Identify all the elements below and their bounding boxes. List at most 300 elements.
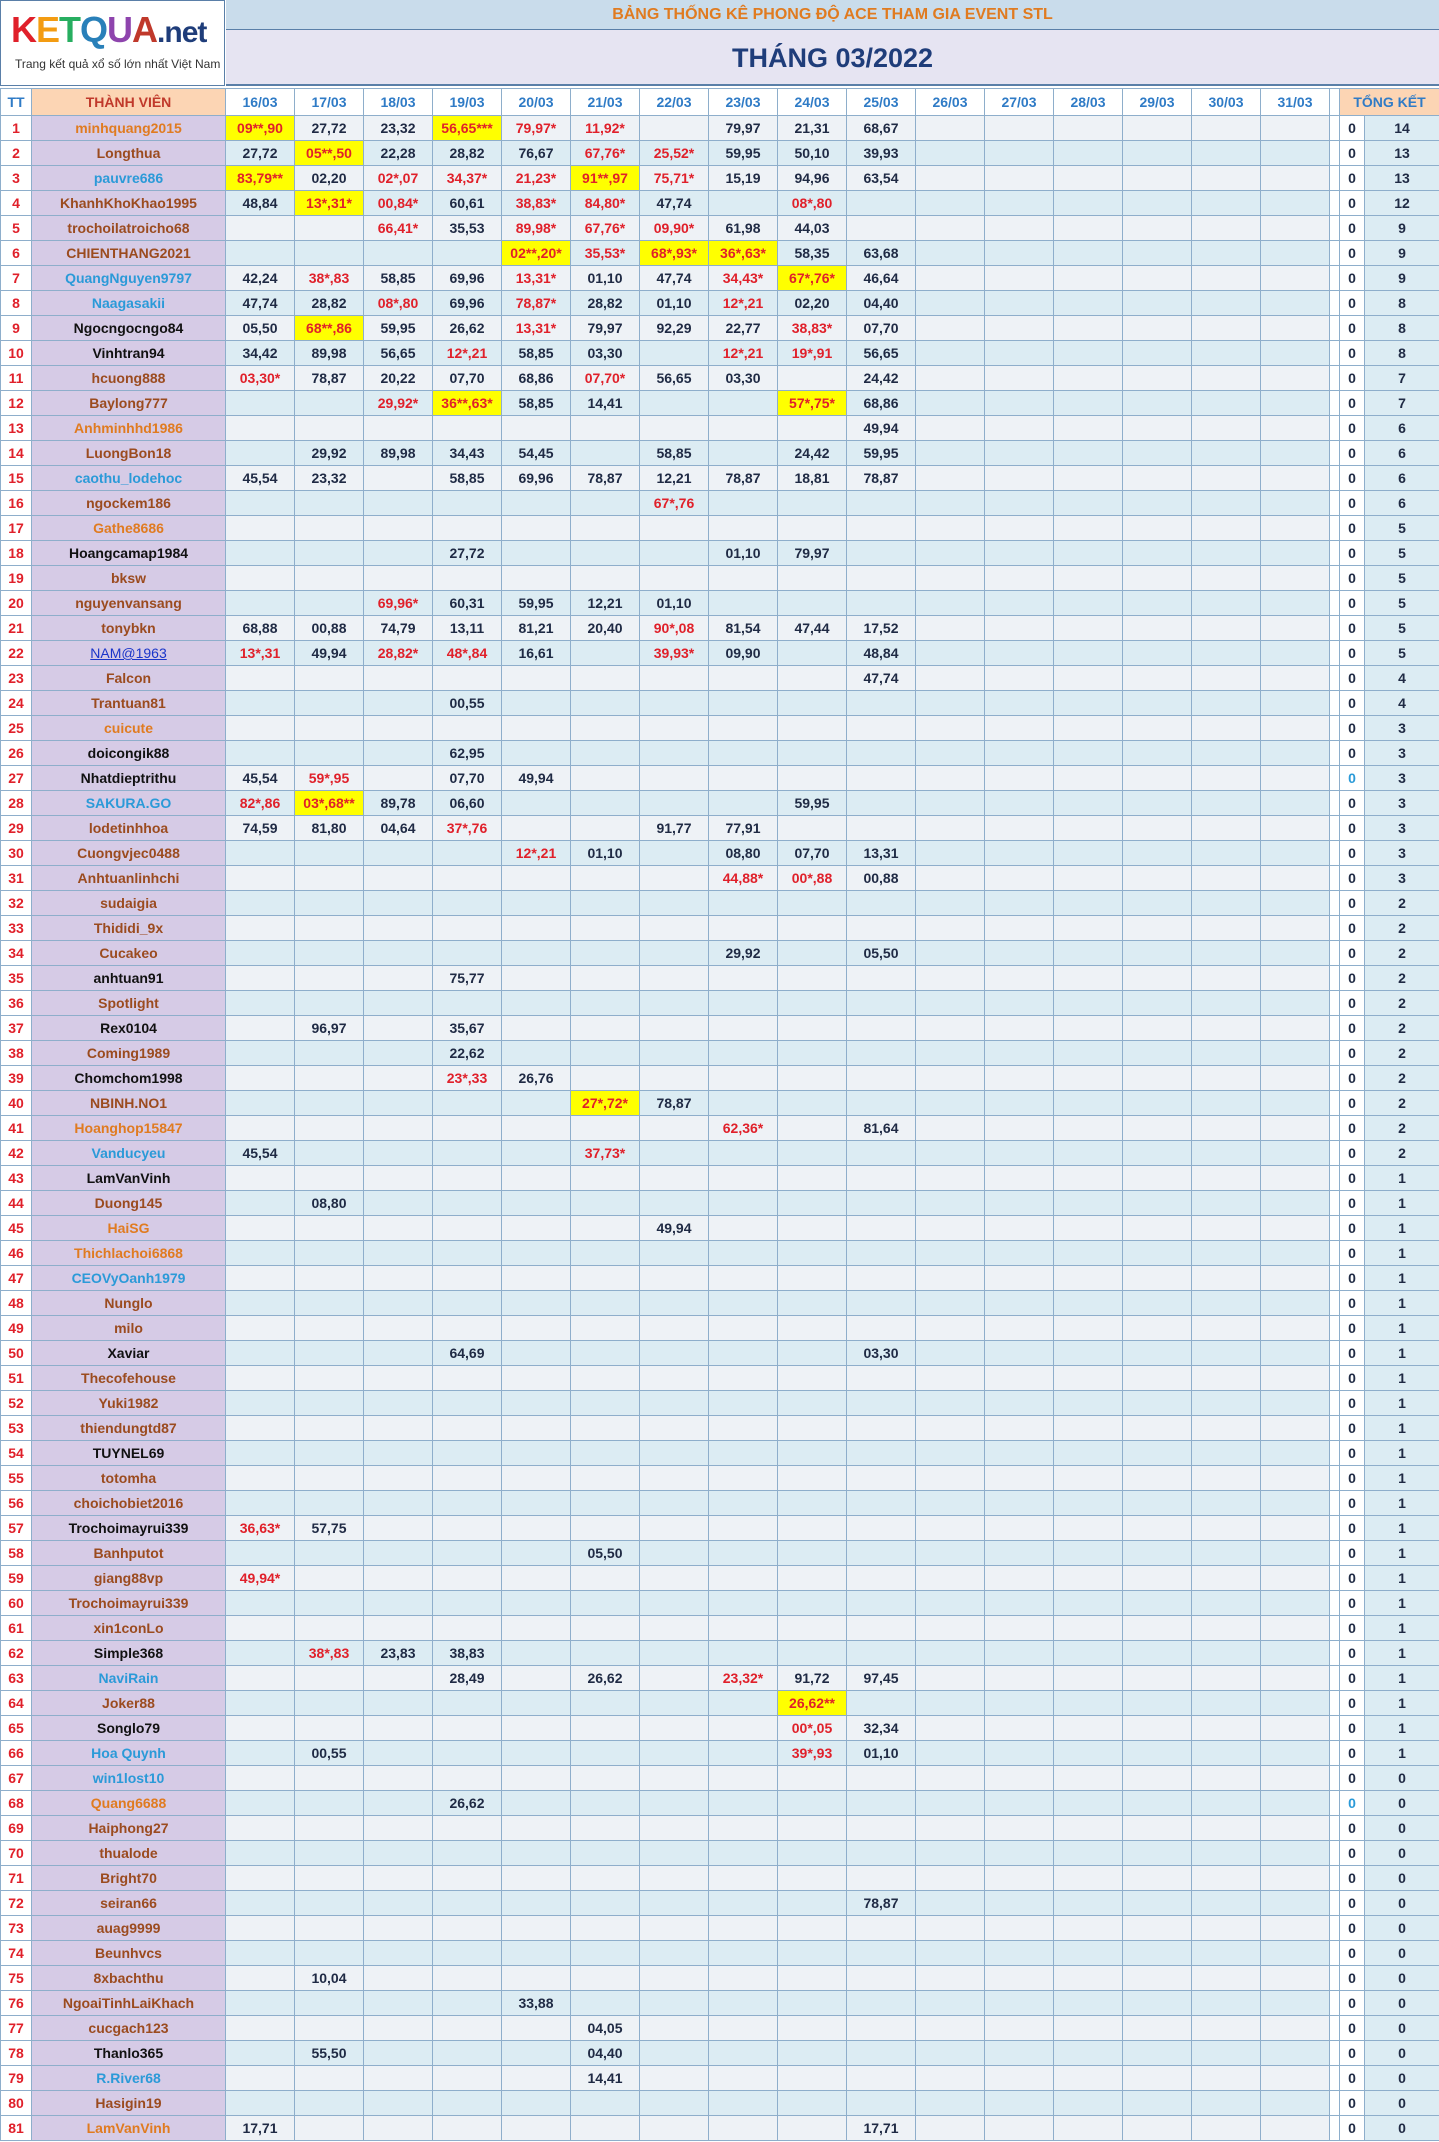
- score-cell: [433, 1391, 502, 1416]
- zero-count: 0: [1340, 1891, 1365, 1916]
- gap-cell: [1330, 466, 1340, 491]
- total-count: 8: [1365, 316, 1439, 341]
- total-count: 3: [1365, 716, 1439, 741]
- score-cell: [916, 1191, 985, 1216]
- score-cell: [985, 491, 1054, 516]
- score-cell: [709, 2041, 778, 2066]
- score-cell: [640, 1016, 709, 1041]
- logo-letter: A: [132, 9, 158, 50]
- score-cell: 59,95: [709, 141, 778, 166]
- total-count: 3: [1365, 766, 1439, 791]
- score-cell: [502, 1741, 571, 1766]
- score-cell: [778, 1291, 847, 1316]
- score-cell: [1123, 991, 1192, 1016]
- score-cell: 04,40: [847, 291, 916, 316]
- score-cell: [1054, 1091, 1123, 1116]
- zero-count: 0: [1340, 941, 1365, 966]
- table-row: [1, 216, 1439, 241]
- score-cell: [709, 1016, 778, 1041]
- table-row: [1, 1641, 1439, 1666]
- total-count: 2: [1365, 966, 1439, 991]
- member-name: [32, 1741, 226, 1766]
- score-cell: [709, 2016, 778, 2041]
- total-count: 0: [1365, 1891, 1439, 1916]
- score-cell: 26,62: [571, 1666, 640, 1691]
- row-number: 13: [1, 416, 32, 441]
- member-name-text: CEOVyOanh1979: [71, 1270, 186, 1286]
- score-cell: [433, 1141, 502, 1166]
- member-link[interactable]: NAM@1963: [90, 645, 167, 661]
- score-cell: [1123, 791, 1192, 816]
- score-cell: 13,11: [433, 616, 502, 641]
- score-cell: [778, 1316, 847, 1341]
- score-cell: [778, 416, 847, 441]
- score-cell: [709, 1741, 778, 1766]
- score-cell: [1123, 1741, 1192, 1766]
- score-cell: [778, 1766, 847, 1791]
- score-cell: [985, 1166, 1054, 1191]
- score-cell: [985, 716, 1054, 741]
- score-cell: [1054, 216, 1123, 241]
- header-date: 16/03: [226, 89, 295, 116]
- score-cell: [916, 1316, 985, 1341]
- score-cell: 03,30: [847, 1341, 916, 1366]
- score-cell: 57,75: [295, 1516, 364, 1541]
- member-name-text: thualode: [99, 1845, 158, 1861]
- total-count: 1: [1365, 1516, 1439, 1541]
- score-cell: [433, 1891, 502, 1916]
- member-name-text: Gathe8686: [93, 520, 164, 536]
- score-cell: [226, 1116, 295, 1141]
- score-cell: [502, 1041, 571, 1066]
- total-count: 1: [1365, 1566, 1439, 1591]
- stats-table: [0, 88, 1439, 2141]
- member-name-text: Duong145: [94, 1195, 163, 1211]
- gap-cell: [1330, 291, 1340, 316]
- score-cell: 01,10: [640, 591, 709, 616]
- score-cell: [1123, 191, 1192, 216]
- member-name-text: Rex0104: [100, 1020, 157, 1036]
- score-cell: [433, 841, 502, 866]
- ketqua-logo[interactable]: [0, 0, 225, 86]
- score-cell: [1261, 716, 1330, 741]
- table-body: [1, 116, 1439, 2141]
- member-name: [32, 566, 226, 591]
- score-cell: [1192, 166, 1261, 191]
- score-cell: 09,90: [709, 641, 778, 666]
- score-cell: [847, 1366, 916, 1391]
- table-row: [1, 1716, 1439, 1741]
- score-cell: [226, 1391, 295, 1416]
- score-cell: [985, 1991, 1054, 2016]
- score-cell: [916, 2041, 985, 2066]
- member-name-text: TUYNEL69: [92, 1445, 165, 1461]
- score-cell: [1123, 816, 1192, 841]
- total-count: 1: [1365, 1491, 1439, 1516]
- score-cell: [985, 1841, 1054, 1866]
- table-row: [1, 591, 1439, 616]
- row-number: 15: [1, 466, 32, 491]
- score-cell: [1192, 1766, 1261, 1791]
- score-cell: [1054, 391, 1123, 416]
- gap-cell: [1330, 391, 1340, 416]
- month-title: THÁNG 03/2022: [226, 30, 1439, 86]
- row-number: 55: [1, 1466, 32, 1491]
- member-name: [32, 591, 226, 616]
- score-cell: 68**,86: [295, 316, 364, 341]
- score-cell: 59*,95: [295, 766, 364, 791]
- score-cell: [985, 766, 1054, 791]
- total-count: 1: [1365, 1441, 1439, 1466]
- score-cell: [433, 2041, 502, 2066]
- table-row: [1, 866, 1439, 891]
- zero-count: 0: [1340, 541, 1365, 566]
- score-cell: [985, 1866, 1054, 1891]
- score-cell: [985, 1891, 1054, 1916]
- score-cell: [985, 2016, 1054, 2041]
- score-cell: [916, 1816, 985, 1841]
- header-member: THÀNH VIÊN: [32, 89, 226, 116]
- gap-cell: [1330, 441, 1340, 466]
- member-name: [32, 1941, 226, 1966]
- member-name-text: lodetinhhoa: [88, 820, 169, 836]
- score-cell: [709, 1491, 778, 1516]
- member-name-text: choichobiet2016: [73, 1495, 184, 1511]
- score-cell: [571, 2091, 640, 2116]
- header-date: 25/03: [847, 89, 916, 116]
- score-cell: [985, 1016, 1054, 1041]
- score-cell: [364, 1191, 433, 1216]
- score-cell: [985, 1366, 1054, 1391]
- score-cell: [709, 391, 778, 416]
- score-cell: 13,31*: [502, 316, 571, 341]
- score-cell: [1123, 466, 1192, 491]
- score-cell: [1192, 866, 1261, 891]
- score-cell: [1123, 1566, 1192, 1591]
- score-cell: [709, 2091, 778, 2116]
- score-cell: [1261, 2041, 1330, 2066]
- score-cell: [1261, 616, 1330, 641]
- zero-count: 0: [1340, 716, 1365, 741]
- score-cell: [295, 241, 364, 266]
- score-cell: [1192, 791, 1261, 816]
- score-cell: [1261, 291, 1330, 316]
- score-cell: [571, 1166, 640, 1191]
- score-cell: [916, 441, 985, 466]
- score-cell: [847, 1541, 916, 1566]
- score-cell: [1123, 1341, 1192, 1366]
- gap-cell: [1330, 1766, 1340, 1791]
- gap-cell: [1330, 516, 1340, 541]
- score-cell: [1261, 1241, 1330, 1266]
- score-cell: [433, 1616, 502, 1641]
- score-cell: [916, 1841, 985, 1866]
- score-cell: [364, 1216, 433, 1241]
- table-row: [1, 1766, 1439, 1791]
- score-cell: 58,85: [502, 341, 571, 366]
- score-cell: [1192, 2091, 1261, 2116]
- score-cell: 05,50: [571, 1541, 640, 1566]
- score-cell: [433, 1541, 502, 1566]
- score-cell: [1192, 1741, 1261, 1766]
- table-row: [1, 1141, 1439, 1166]
- score-cell: [1123, 1116, 1192, 1141]
- gap-cell: [1330, 1866, 1340, 1891]
- score-cell: [1261, 491, 1330, 516]
- member-name-text: seiran66: [100, 1895, 157, 1911]
- score-cell: [502, 1366, 571, 1391]
- score-cell: [1192, 391, 1261, 416]
- score-cell: [502, 1716, 571, 1741]
- score-cell: 00,84*: [364, 191, 433, 216]
- score-cell: [295, 1716, 364, 1741]
- score-cell: [364, 2116, 433, 2141]
- row-number: 14: [1, 441, 32, 466]
- score-cell: [364, 566, 433, 591]
- row-number: 66: [1, 1741, 32, 1766]
- gap-cell: [1330, 966, 1340, 991]
- header-date: 31/03: [1261, 89, 1330, 116]
- score-cell: [1054, 1241, 1123, 1266]
- table-row: [1, 941, 1439, 966]
- score-cell: [1123, 641, 1192, 666]
- score-cell: [1123, 1391, 1192, 1416]
- score-cell: [847, 1591, 916, 1616]
- score-cell: 25,52*: [640, 141, 709, 166]
- score-cell: 38*,83: [295, 266, 364, 291]
- score-cell: [916, 116, 985, 141]
- score-cell: [1123, 141, 1192, 166]
- score-cell: [364, 1091, 433, 1116]
- member-name: [32, 516, 226, 541]
- score-cell: [1054, 1941, 1123, 1966]
- zero-count: 0: [1340, 241, 1365, 266]
- gap-cell: [1330, 1466, 1340, 1491]
- score-cell: [226, 1466, 295, 1491]
- score-cell: [709, 1991, 778, 2016]
- score-cell: [916, 941, 985, 966]
- table-row: [1, 1866, 1439, 1891]
- zero-count: 0: [1340, 766, 1365, 791]
- score-cell: [985, 216, 1054, 241]
- score-cell: [985, 1616, 1054, 1641]
- member-name-text: doicongik88: [87, 745, 170, 761]
- gap-cell: [1330, 141, 1340, 166]
- score-cell: [709, 1816, 778, 1841]
- score-cell: 91,77: [640, 816, 709, 841]
- score-cell: [571, 891, 640, 916]
- row-number: 19: [1, 566, 32, 591]
- score-cell: 63,54: [847, 166, 916, 191]
- score-cell: 62,95: [433, 741, 502, 766]
- score-cell: [916, 1866, 985, 1891]
- score-cell: [985, 1566, 1054, 1591]
- score-cell: [502, 1291, 571, 1316]
- score-cell: [364, 1941, 433, 1966]
- score-cell: [1123, 891, 1192, 916]
- score-cell: [985, 391, 1054, 416]
- score-cell: [916, 416, 985, 441]
- score-cell: [1123, 1191, 1192, 1216]
- score-cell: [1192, 741, 1261, 766]
- zero-count: 0: [1340, 591, 1365, 616]
- score-cell: [640, 1416, 709, 1441]
- row-number: 45: [1, 1216, 32, 1241]
- total-count: 1: [1365, 1366, 1439, 1391]
- score-cell: [226, 2091, 295, 2116]
- member-name-text: CHIENTHANG2021: [66, 245, 191, 261]
- row-number: 68: [1, 1791, 32, 1816]
- score-cell: 48,84: [226, 191, 295, 216]
- score-cell: [1123, 866, 1192, 891]
- zero-count: 0: [1340, 291, 1365, 316]
- table-row: [1, 1316, 1439, 1341]
- score-cell: [640, 1941, 709, 1966]
- score-cell: [1261, 1066, 1330, 1091]
- score-cell: [571, 766, 640, 791]
- total-count: 5: [1365, 516, 1439, 541]
- score-cell: [1054, 1316, 1123, 1341]
- score-cell: [1261, 141, 1330, 166]
- score-cell: 27,72: [433, 541, 502, 566]
- score-cell: [1261, 1516, 1330, 1541]
- member-name: [32, 1141, 226, 1166]
- score-cell: [226, 1591, 295, 1616]
- table-row: [1, 766, 1439, 791]
- gap-cell: [1330, 416, 1340, 441]
- score-cell: [847, 1691, 916, 1716]
- score-cell: 01,10: [640, 291, 709, 316]
- table-row: [1, 1191, 1439, 1216]
- score-cell: [640, 2116, 709, 2141]
- table-row: [1, 1591, 1439, 1616]
- header-row: [1, 89, 1439, 116]
- score-cell: [1054, 866, 1123, 891]
- table-row: [1, 1516, 1439, 1541]
- member-name: [32, 2041, 226, 2066]
- score-cell: [640, 1991, 709, 2016]
- score-cell: [916, 1366, 985, 1391]
- score-cell: [502, 816, 571, 841]
- score-cell: [571, 566, 640, 591]
- score-cell: [1054, 1366, 1123, 1391]
- member-name: [32, 441, 226, 466]
- score-cell: [295, 1341, 364, 1366]
- zero-count: 0: [1340, 1541, 1365, 1566]
- score-cell: [847, 741, 916, 766]
- score-cell: [985, 1441, 1054, 1466]
- member-name: [32, 741, 226, 766]
- score-cell: 18,81: [778, 466, 847, 491]
- score-cell: [1123, 1716, 1192, 1741]
- table-row: [1, 1891, 1439, 1916]
- score-cell: [1192, 191, 1261, 216]
- score-cell: [1054, 1691, 1123, 1716]
- score-cell: 08,80: [709, 841, 778, 866]
- score-cell: [916, 1541, 985, 1566]
- score-cell: 26,62: [433, 316, 502, 341]
- score-cell: [226, 1816, 295, 1841]
- member-name: [32, 541, 226, 566]
- total-count: 8: [1365, 341, 1439, 366]
- table-row: [1, 1266, 1439, 1291]
- member-name[interactable]: [32, 641, 226, 666]
- score-cell: [1054, 1466, 1123, 1491]
- member-name-text: QuangNguyen9797: [65, 270, 192, 286]
- row-number: 32: [1, 891, 32, 916]
- score-cell: [502, 1491, 571, 1516]
- total-count: 0: [1365, 1966, 1439, 1991]
- score-cell: [847, 1966, 916, 1991]
- row-number: 81: [1, 2116, 32, 2141]
- score-cell: [1192, 541, 1261, 566]
- total-count: 1: [1365, 1641, 1439, 1666]
- score-cell: 02,20: [295, 166, 364, 191]
- score-cell: [226, 1191, 295, 1216]
- score-cell: [985, 1591, 1054, 1616]
- score-cell: [640, 1666, 709, 1691]
- score-cell: 76,67: [502, 141, 571, 166]
- score-cell: [709, 1291, 778, 1316]
- score-cell: [1054, 1416, 1123, 1441]
- row-number: 46: [1, 1241, 32, 1266]
- score-cell: [916, 1216, 985, 1241]
- score-cell: [1261, 991, 1330, 1016]
- score-cell: [985, 1216, 1054, 1241]
- score-cell: [226, 1541, 295, 1566]
- score-cell: [1123, 1416, 1192, 1441]
- member-name-text: R.River68: [96, 2070, 161, 2086]
- header-date: 22/03: [640, 89, 709, 116]
- zero-count: 0: [1340, 1241, 1365, 1266]
- row-number: 2: [1, 141, 32, 166]
- score-cell: [1054, 141, 1123, 166]
- gap-cell: [1330, 941, 1340, 966]
- score-cell: [1123, 341, 1192, 366]
- score-cell: [778, 1141, 847, 1166]
- total-count: 5: [1365, 566, 1439, 591]
- score-cell: [1261, 1091, 1330, 1116]
- score-cell: [916, 741, 985, 766]
- score-cell: 37*,76: [433, 816, 502, 841]
- score-cell: [985, 1516, 1054, 1541]
- gap-cell: [1330, 816, 1340, 841]
- total-count: 1: [1365, 1316, 1439, 1341]
- zero-count: 0: [1340, 1041, 1365, 1066]
- score-cell: [1261, 641, 1330, 666]
- score-cell: [1054, 1166, 1123, 1191]
- score-cell: [502, 666, 571, 691]
- gap-cell: [1330, 666, 1340, 691]
- member-name: [32, 1966, 226, 1991]
- member-name: [32, 216, 226, 241]
- score-cell: [1054, 2041, 1123, 2066]
- member-name-text: Trantuan81: [91, 695, 166, 711]
- score-cell: [502, 866, 571, 891]
- score-cell: [1123, 741, 1192, 766]
- gap-cell: [1330, 1666, 1340, 1691]
- score-cell: [1054, 566, 1123, 591]
- score-cell: [916, 566, 985, 591]
- score-cell: [847, 891, 916, 916]
- score-cell: [985, 366, 1054, 391]
- score-cell: [364, 1266, 433, 1291]
- row-number: 62: [1, 1641, 32, 1666]
- score-cell: [640, 791, 709, 816]
- logo-letter: Q: [80, 9, 108, 50]
- score-cell: [778, 2091, 847, 2116]
- gap-cell: [1330, 1141, 1340, 1166]
